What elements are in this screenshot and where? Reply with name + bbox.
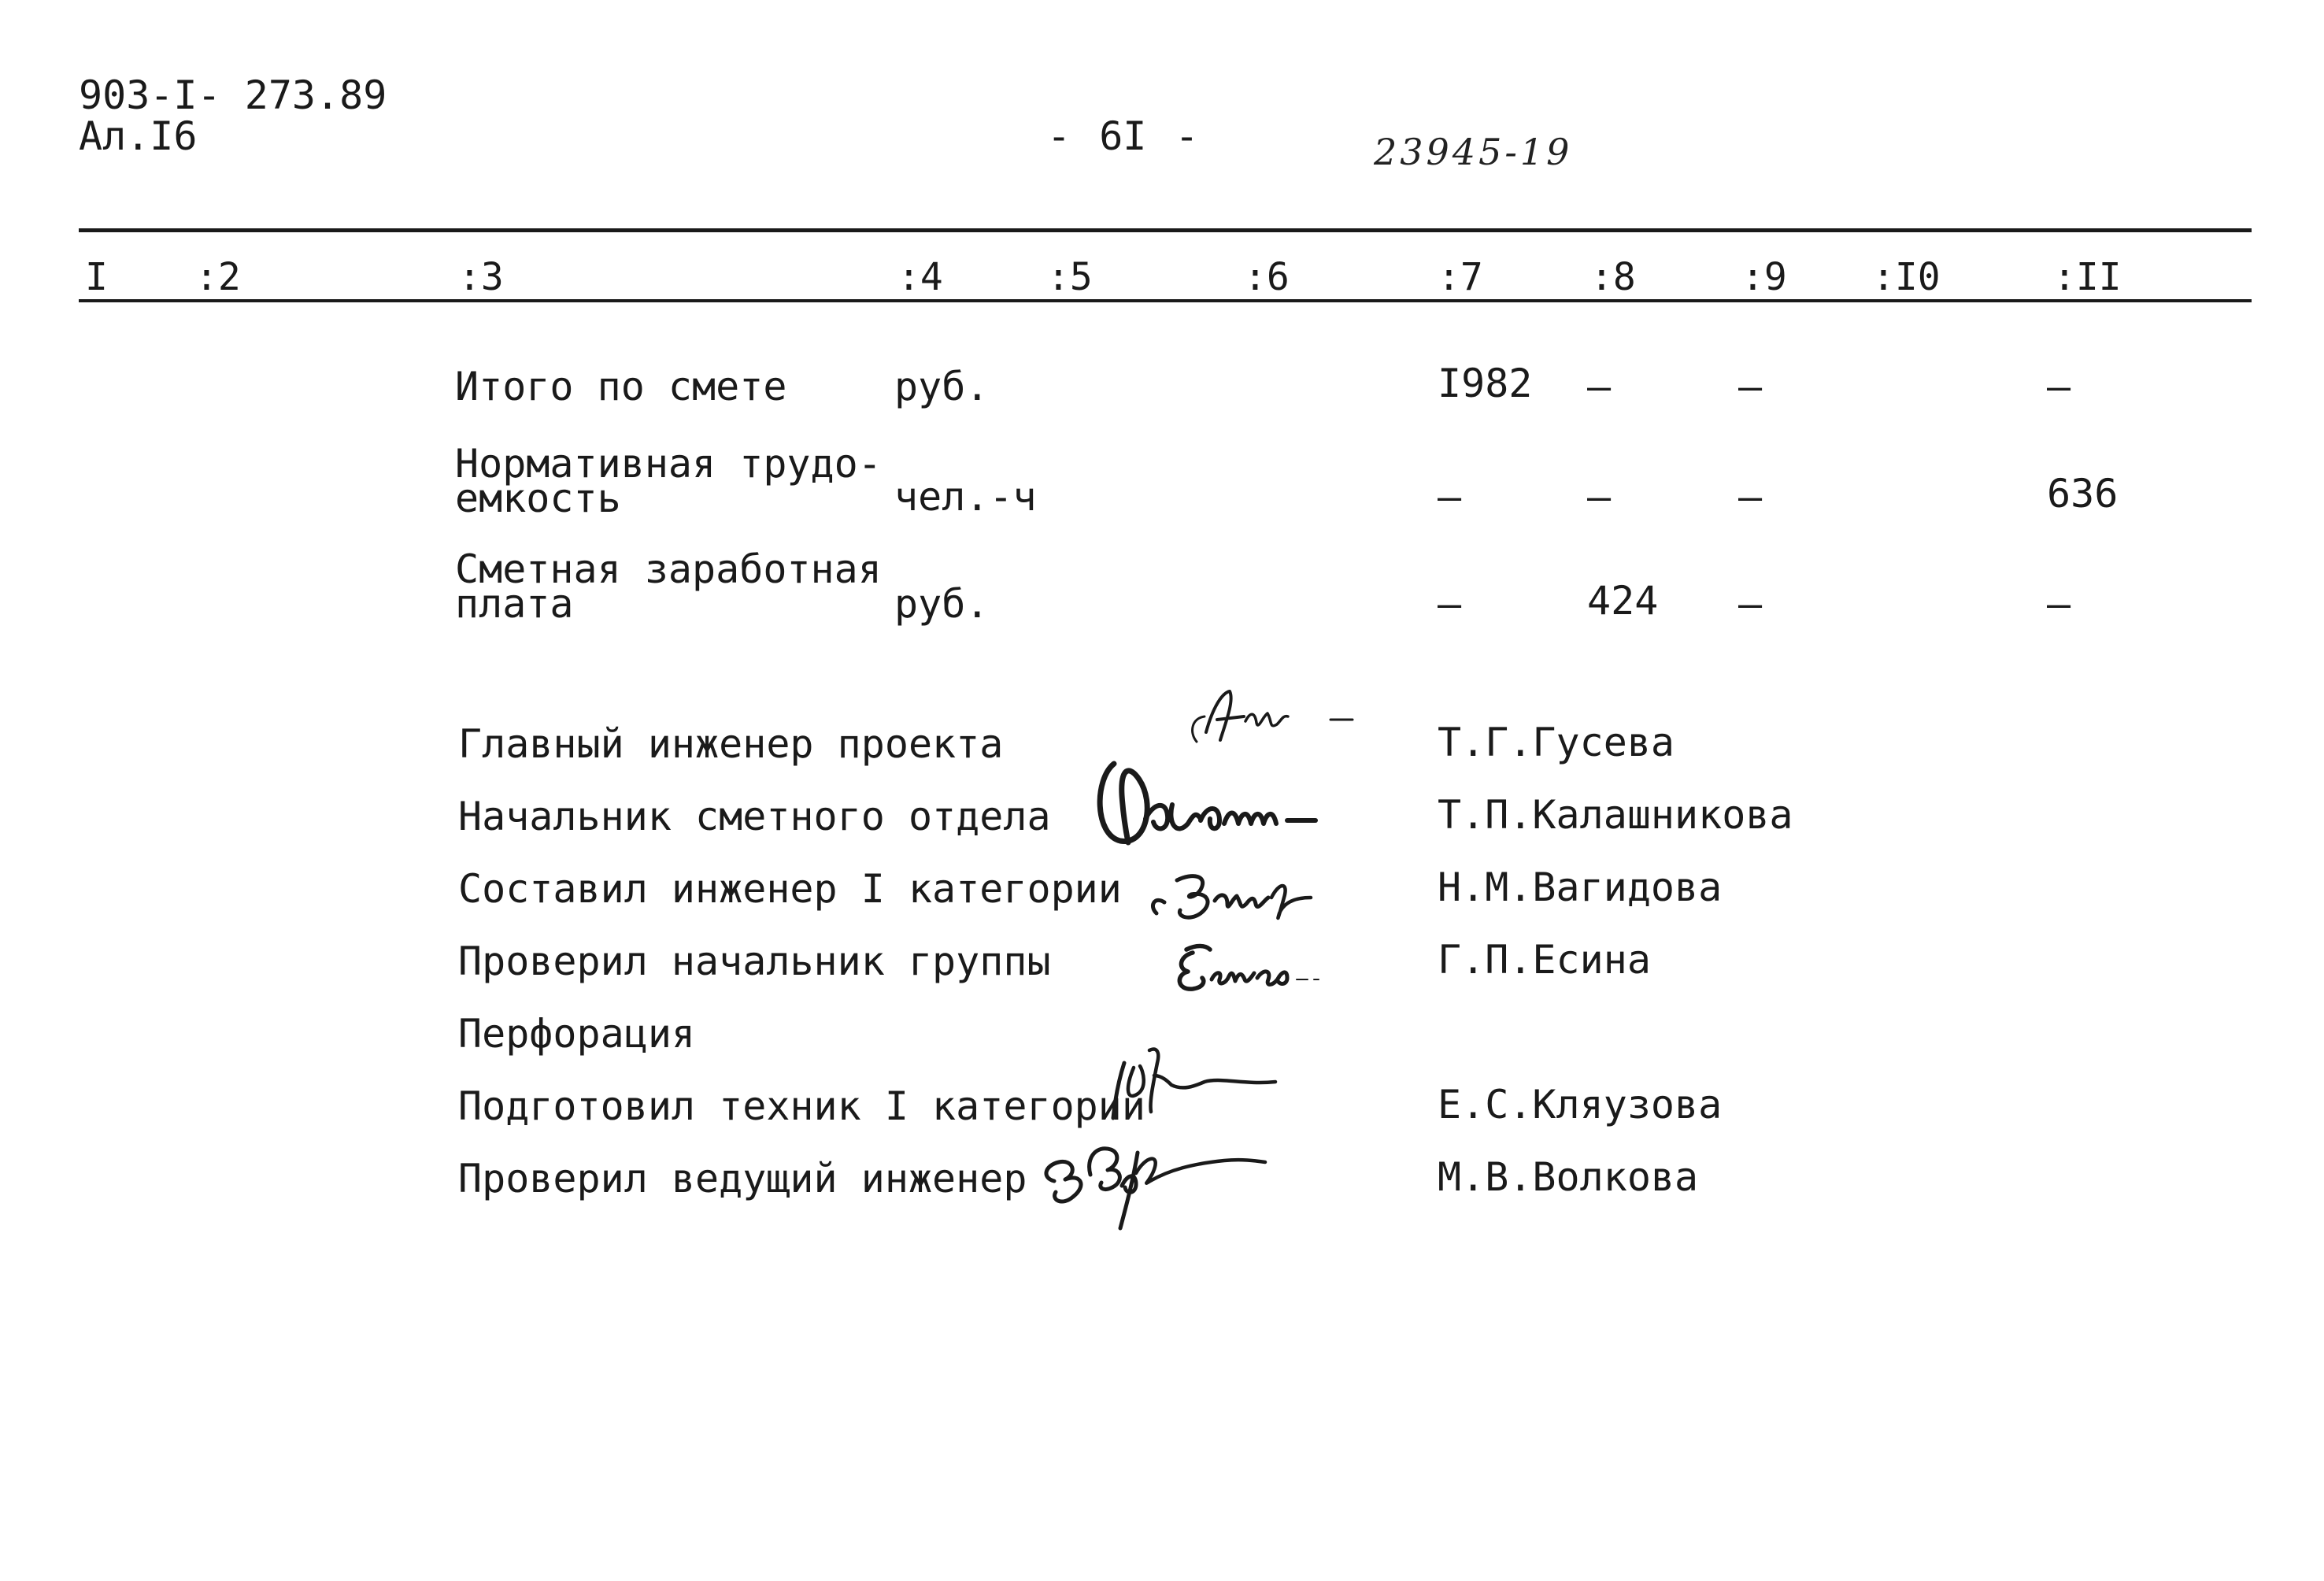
signature-esina <box>1169 929 1405 1000</box>
signer-role: Проверил начальник группы <box>458 939 1051 984</box>
signer-role: Начальник сметного отдела <box>458 794 1051 839</box>
signature-vagidova <box>1145 858 1390 929</box>
row-unit: руб. <box>894 364 990 409</box>
signer-name: М.В.Волкова <box>1438 1154 1699 1200</box>
row-name: Итого по смете <box>455 364 787 409</box>
signature-volkova <box>1035 1118 1295 1236</box>
row-name-line2: емкость <box>455 476 621 521</box>
col7-value: I982 <box>1438 361 1533 406</box>
column-header: :7 <box>1438 255 1483 299</box>
column-header: :3 <box>458 255 504 299</box>
row-name-line1: Нормативная трудо- <box>455 441 882 487</box>
signer-role: Подготовил техник I категории <box>458 1083 1145 1129</box>
signer-name: Т.П.Калашникова <box>1438 792 1793 838</box>
inventory-number: 23945-19 <box>1374 131 1573 173</box>
col8-value: – <box>1587 474 1612 520</box>
col11-value: – <box>2047 581 2071 627</box>
header-top-rule <box>79 228 2252 232</box>
signer-role: Главный инженер проекта <box>458 721 1004 767</box>
perforation-label: Перфорация <box>458 1011 696 1057</box>
column-header: :2 <box>195 255 241 299</box>
signature-kalashnikova <box>1090 748 1374 858</box>
column-header: :4 <box>897 255 943 299</box>
signature-klyauzova <box>1102 1039 1323 1126</box>
col7-value: – <box>1438 474 1462 520</box>
column-header: :8 <box>1590 255 1636 299</box>
signer-name: Е.С.Кляузова <box>1438 1082 1723 1127</box>
signer-name: Н.М.Вагидова <box>1438 865 1723 910</box>
signer-role: Составил инженер I категории <box>458 866 1122 912</box>
page-number: - 6I - <box>1047 113 1199 159</box>
row-name-line1: Сметная заработная <box>455 546 882 592</box>
signer-name: Т.Г.Гусева <box>1438 720 1675 765</box>
row-unit: чел.-ч <box>894 474 1037 520</box>
col9-value: – <box>1738 581 1763 627</box>
signature-gusewa <box>1173 685 1378 756</box>
header-bottom-rule <box>79 299 2252 302</box>
col11-value: – <box>2047 364 2071 409</box>
column-header: :6 <box>1244 255 1290 299</box>
col9-value: – <box>1738 474 1763 520</box>
column-header: I <box>85 255 108 299</box>
column-header: :II <box>2053 255 2122 299</box>
col11-value: 636 <box>2047 471 2119 517</box>
signer-role: Проверил ведущий инженер <box>458 1156 1027 1201</box>
row-name-line2: плата <box>455 581 574 627</box>
col8-value: 424 <box>1587 578 1659 624</box>
col7-value: – <box>1438 581 1462 627</box>
signer-name: Г.П.Есина <box>1438 937 1651 983</box>
col9-value: – <box>1738 364 1763 409</box>
column-header: :I0 <box>1872 255 1941 299</box>
column-header: :5 <box>1047 255 1093 299</box>
row-unit: руб. <box>894 581 990 627</box>
column-header: :9 <box>1741 255 1787 299</box>
col8-value: – <box>1587 364 1612 409</box>
document-code: 903-I- 273.89 <box>79 72 387 118</box>
album-number: Ал.I6 <box>79 113 198 159</box>
